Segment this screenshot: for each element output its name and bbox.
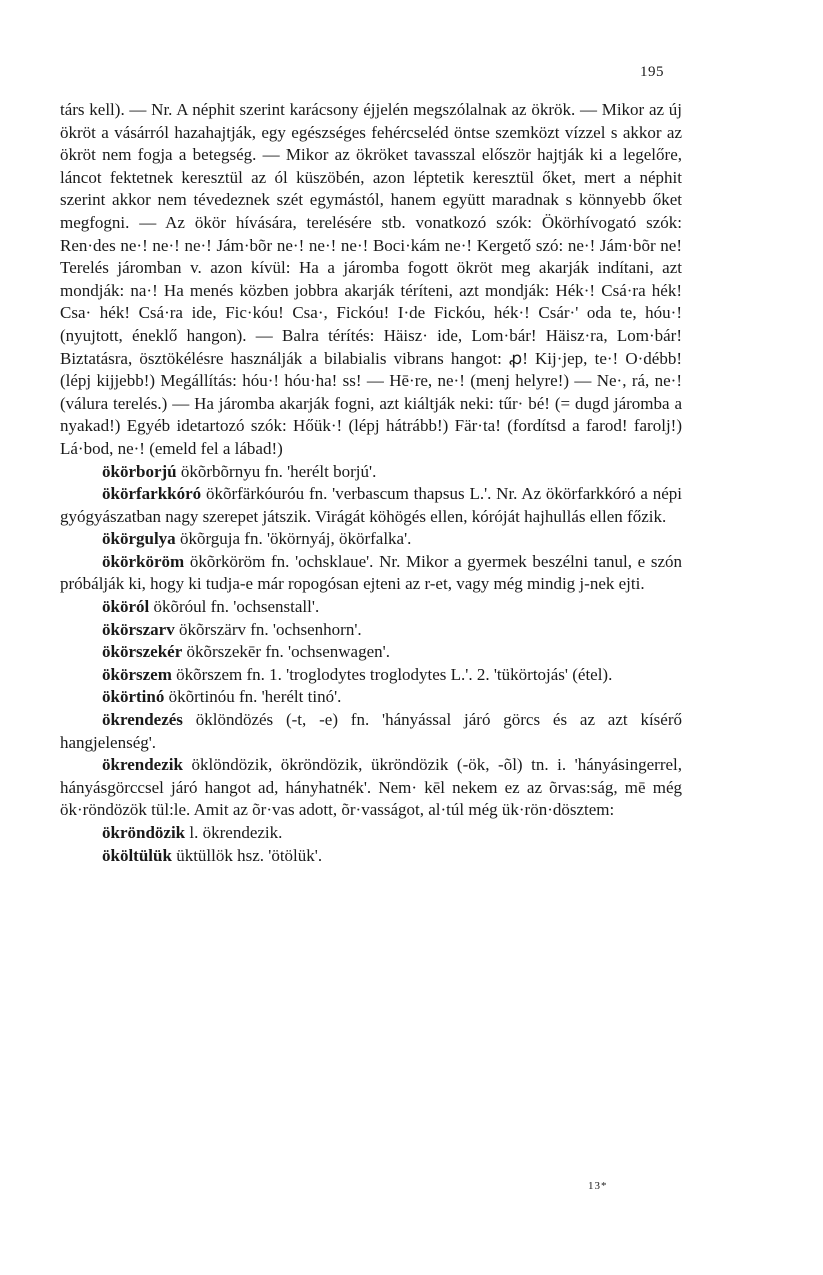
- dictionary-entry: [60, 822, 682, 845]
- entry-headword: ökörszekér: [102, 642, 183, 662]
- entry-text: ökõrszem fn. 1. 'troglodytes troglodytes L.'. 2. 'tükörtojás' (étel).: [176, 664, 613, 684]
- entry-headword: ökörtinó: [102, 687, 165, 707]
- entry-text: ökõrbõrnyu fn. 'herélt borjú'.: [180, 461, 377, 481]
- entry-headword: ökörköröm: [102, 551, 185, 571]
- dictionary-entry: [60, 528, 682, 551]
- paragraph: [60, 99, 682, 461]
- dictionary-entry: [60, 551, 682, 596]
- entry-headword: ököltülük: [102, 845, 172, 865]
- dictionary-entry: [60, 754, 682, 822]
- dictionary-entry: [60, 709, 682, 754]
- entry-text: ökõróul fn. 'ochsenstall'.: [153, 597, 320, 617]
- entry-headword: ökörfarkkóró: [102, 484, 202, 504]
- entry-text: ökõrköröm fn. 'ochsklaue'. Nr. Mikor a gyermek beszélni tanul, e szón próbálják ki, hogy ki tudja-e már ropogósan ejteni az r-et, vagy még mindig j-nek ejti.: [60, 551, 683, 594]
- printer-signature: 13*: [588, 1180, 608, 1192]
- dictionary-entry: [60, 664, 682, 687]
- entry-headword: ökörszem: [102, 664, 172, 684]
- entry-headword: ökrendezik: [102, 755, 183, 775]
- dictionary-entry: [60, 483, 682, 528]
- entry-headword: ökrendezés: [102, 710, 183, 730]
- entry-text: öklöndözés (-t, -e) fn. 'hányással járó görcs és az azt kísérő hangjelenség'.: [60, 710, 682, 752]
- entry-text: ökõrguja fn. 'ökörnyáj, ökörfalka'.: [179, 529, 412, 549]
- entry-text: üktüllök hsz. 'ötölük'.: [176, 845, 323, 865]
- entry-text: ökõrfärkóuróu fn. 'verbascum thapsus L.'. Nr. Az ökörfarkkóró a népi gyógyászatban nagy szerepet játszik. Virágát köhögés ellen, kóróját hajhullás ellen főzik.: [60, 484, 682, 526]
- dictionary-entry: [60, 845, 682, 868]
- paragraph-text: társ kell). — Nr. A néphit szerint karácsony éjjelén megszólalnak az ökrök. — Mikor az új ökröt a vásárról hazahajtják, egy egészséges fehércseléd öntse szemközt vízzel s akkor az ökröt nem fogja a betegség. — Mikor az ökröket tavasszal először hajtják ki a legelőre, láncot fektetnek keresztül az ól küszöbén, azon léptetik keresztül őket, mert a néphit szerint akkor nem tévedeznek szét egymástól, hanem együtt maradnak s könnyebb őket megfogni. — Az ökör hívására, terelésére stb. vonatkozó szók: Ökörhívogató szók: Ren·des ne·! ne·! ne·! Jám·bõr ne·! ne·! ne·! Boci·kám ne·! Kergető szó: ne·! Jám·bõr ne! Terelés járomban v. azon kívül: Ha a járomba fogott ökröt meg akarják indítani, azt mondják: na·! Ha menés közben jobbra akarják téríteni, azt mondják: Hék·! Csá·ra hék! Csa· hék! Csá·ra ide, Fic·kóu! Csa·, Fickóu! I·de Fickóu, hék·! Csár·' oda te, hóu·! (nyujtott, éneklő hangon). — Balra térítés: Häisz· ide, Lom·bár! Häisz·ra, Lom·bár! Biztatásra, ösztökélésre használják a bilabialis vibrans hangot: ꝓ! Kij·jep, te·! O·débb! (lépj kijjebb!) Megállítás: hóu·! hóu·ha! ss! — Hē·re, ne·! (menj helyre!) — Ne·, rá, ne·! (válura terelés.) — Ha járomba akarják fogni, azt kiáltják neki: tűr· bé! (= dugd járomba a nyakad!) Egyéb idetartozó szók: Hőük·! (lépj hátrább!) Fär·ta! (fordítsd a farod! farolj!) Lá·bod, ne·! (emeld fel a lábad!): [60, 100, 682, 458]
- entry-headword: ökörgulya: [102, 529, 176, 549]
- entry-headword: ököról: [102, 597, 150, 617]
- entry-text: l. ökrendezik.: [189, 823, 283, 842]
- dictionary-entry: [60, 641, 682, 664]
- dictionary-entry: [60, 596, 682, 619]
- dictionary-entry: [60, 619, 682, 642]
- entry-headword: ökörszarv: [102, 619, 175, 639]
- entry-text: ökõrszekēr fn. 'ochsenwagen'.: [186, 642, 390, 662]
- page-number: 195: [640, 64, 664, 80]
- dictionary-text: [60, 99, 682, 867]
- entry-headword: ökröndözik: [102, 823, 186, 842]
- entry-text: öklöndözik, ökröndözik, ükröndözik (-ök, -õl) tn. i. 'hányásingerrel, hányásgörccsel járó hangot ad, hányhatnék'. Nem· kēl nekem ez az õrvas:ság, mē még ök·röndözök tül:le. Amit az õr·vas adott, õr·vasságot, al·túl még ük·rön·dösztem:: [60, 755, 683, 820]
- entry-headword: ökörborjú: [102, 461, 177, 481]
- dictionary-entry: [60, 461, 682, 484]
- dictionary-entry: [60, 686, 682, 709]
- entry-text: ökõrszärv fn. 'ochsenhorn'.: [178, 619, 362, 639]
- entry-text: ökõrtinóu fn. 'herélt tinó'.: [168, 687, 342, 707]
